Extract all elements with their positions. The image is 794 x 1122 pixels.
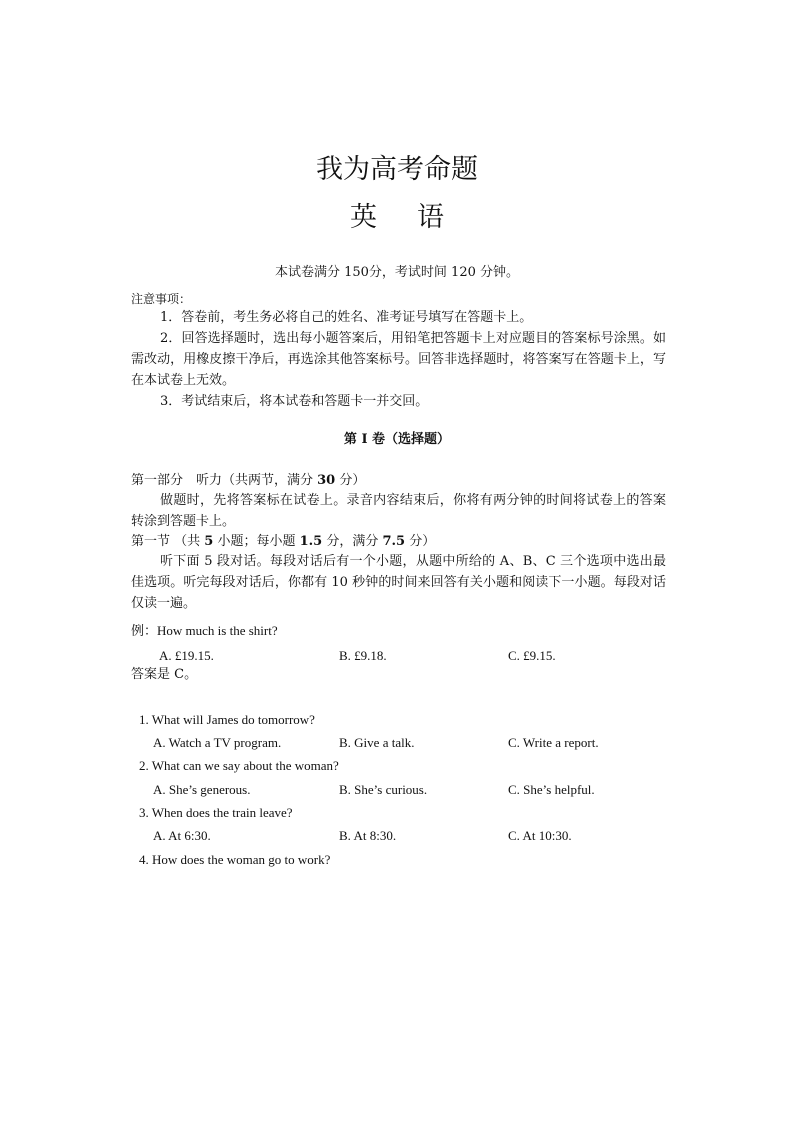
- section1-total: 7.5: [382, 534, 406, 549]
- section1-count: 5: [204, 534, 214, 549]
- question-2-option-b: B. She’s curious.: [339, 782, 428, 797]
- part1-heading-suffix: 分）: [335, 473, 366, 488]
- question-3-option-b: B. At 8:30.: [339, 828, 397, 843]
- section1-heading-c: 分，满分: [322, 534, 383, 549]
- section1-each: 1.5: [299, 534, 323, 549]
- part1-heading: [131, 470, 365, 491]
- notes-heading: 注意事项：: [131, 292, 192, 306]
- question-1-stem: 1. What will James do tomorrow?: [139, 712, 315, 727]
- question-1-option-a: A. Watch a TV program.: [153, 735, 282, 750]
- example-label: 例：: [131, 623, 158, 638]
- question-3-option-c: C. At 10:30.: [508, 828, 572, 843]
- volume-title: 第 I 卷（选择题）: [343, 432, 451, 447]
- section1-instruction: 听下面 5 段对话。每段对话后有一个小题，从题中所给的 A、B、C 三个选项中选出最佳选项。听完每段对话后，你都有 10 秒钟的时间来回答有关小题和阅读下一小题。每段对话仅读一遍。: [131, 554, 666, 611]
- subject-title: 英语: [350, 202, 484, 233]
- example-answer: 答案是 C。: [131, 667, 198, 682]
- example-question: [131, 621, 278, 641]
- question-1-option-b: B. Give a talk.: [339, 735, 415, 750]
- part1-instruction: 做题时，先将答案标在试卷上。录音内容结束后，你将有两分钟的时间将试卷上的答案转涂到答题卡上。: [131, 493, 666, 529]
- section1-heading: [131, 531, 435, 552]
- part1-heading-score: 30: [317, 473, 336, 488]
- example-option-b: B. £9.18.: [339, 648, 387, 663]
- part1-heading-prefix: 第一部分 听力（共两节，满分: [131, 473, 318, 488]
- question-4-stem: 4. How does the woman go to work?: [139, 852, 331, 867]
- exam-title: 我为高考命题: [316, 154, 478, 185]
- section1-heading-a: 第一节 （共: [131, 534, 205, 549]
- question-2-stem: 2. What can we say about the woman?: [139, 758, 339, 773]
- example-option-a: A. £19.15.: [159, 648, 214, 663]
- example-option-c: C. £9.15.: [508, 648, 556, 663]
- section1-heading-d: 分）: [405, 534, 436, 549]
- question-1-option-c: C. Write a report.: [508, 735, 599, 750]
- note-item-2: 2．回答选择题时，选出每小题答案后，用铅笔把答题卡上对应题目的答案标号涂黑。如需改动，用橡皮擦干净后，再选涂其他答案标号。回答非选择题时，将答案写在答题卡上，写在本试卷上无效。: [131, 331, 666, 388]
- question-3-option-a: A. At 6:30.: [153, 828, 211, 843]
- note-item-1: 1．答卷前，考生务必将自己的姓名、准考证号填写在答题卡上。: [160, 310, 533, 325]
- question-3-stem: 3. When does the train leave?: [139, 805, 293, 820]
- example-stem: How much is the shirt?: [157, 623, 278, 638]
- question-2-option-c: C. She’s helpful.: [508, 782, 595, 797]
- exam-info: 本试卷满分 150分，考试时间 120 分钟。: [274, 265, 520, 280]
- question-2-option-a: A. She’s generous.: [153, 782, 251, 797]
- note-item-3: 3．考试结束后，将本试卷和答题卡一并交回。: [160, 394, 429, 409]
- section1-heading-b: 小题；每小题: [213, 534, 300, 549]
